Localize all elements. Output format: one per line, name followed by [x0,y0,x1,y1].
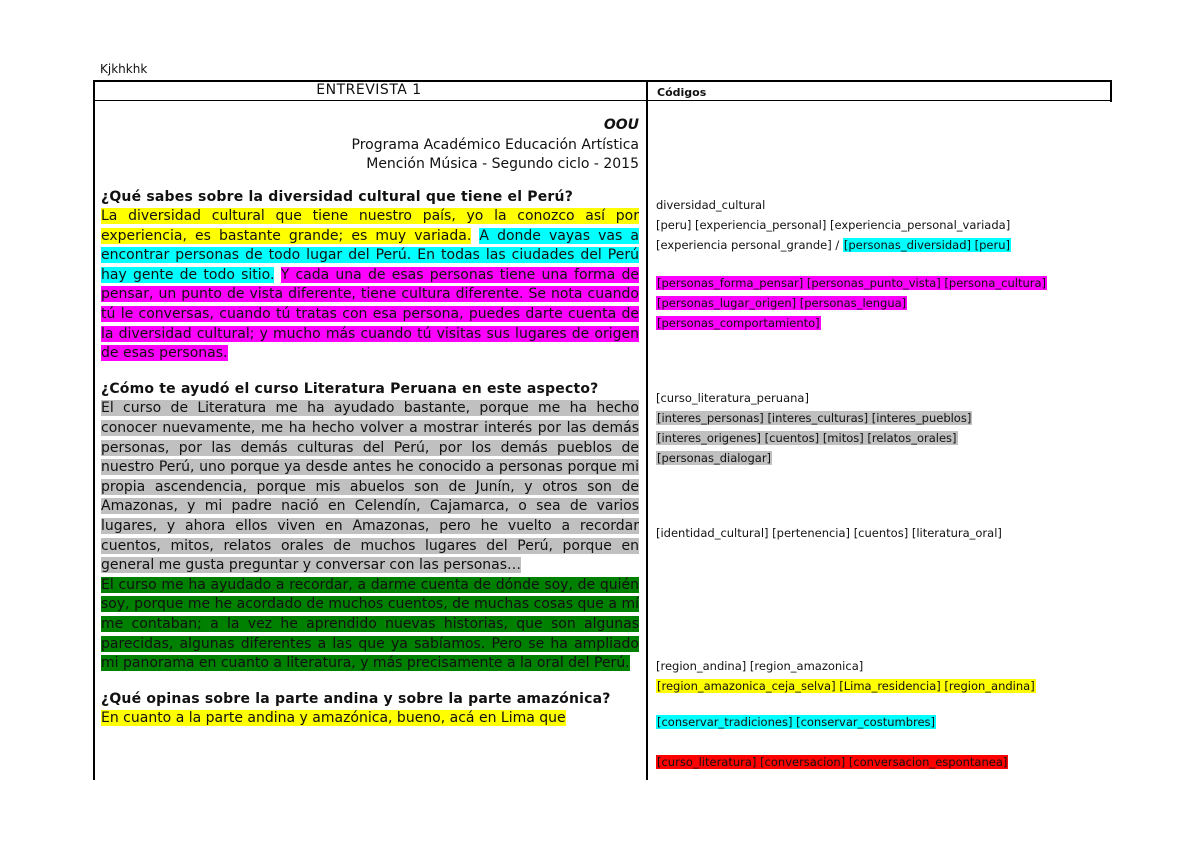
answer-2 [101,399,639,575]
code-interes-origenes: [interes_origenes] [cuentos] [mitos] [relatos_orales] [657,431,957,445]
code-line-14 [656,712,936,732]
mention-line: Mención Música - Segundo ciclo - 2015 [366,156,639,172]
code-line-13 [656,676,1036,696]
code-line-4 [656,273,1047,293]
code-personas-dialogar: [personas_dialogar] [657,451,772,465]
code-line-3 [656,235,1011,255]
code-line-6 [656,313,821,333]
code-line-5 [656,293,907,313]
answer-2b [101,576,639,674]
code-line-1 [656,195,765,215]
code-curso-literatura-peruana: [curso_literatura_peruana] [656,391,809,405]
question-2: ¿Cómo te ayudó el curso Literatura Peruana en este aspecto? [101,380,599,397]
code-diversidad-cultural: diversidad_cultural [656,198,766,212]
header-bottom-border [93,100,1112,101]
table-right-border [1110,80,1112,102]
code-experiencia-grande: [experiencia personal_grande] / [656,238,843,252]
table-left-border [93,80,95,780]
answer-3-yellow-segment: En cuanto a la parte andina y amazónica, bueno, acá en Lima que [101,710,566,727]
answer-1-cyan-segment: A donde vayas vas a encontrar personas de todo lugar del Perú. En todas las ciudades del Perú hay gente de todo sitio. [101,227,639,283]
code-personas-lugar-origen: [personas_lugar_origen] [personas_lengua] [657,296,907,310]
code-region-andina-amazonica: [region_andina] [region_amazonica] [656,659,864,673]
question-1: ¿Qué sabes sobre la diversidad cultural que tiene el Perú? [101,188,574,205]
document-top-label: Kjkhkhk [100,62,148,76]
code-line-10 [656,448,772,468]
answer-2-gray-segment: El curso de Literatura me ha ayudado bastante, porque me ha hecho conocer nuevamente, me ha hecho volver a mostrar interés por las demás personas, por las demás culturas del Perú, por los demás pueblos de nuestro Perú, uno porque ya desde antes he conocido a personas porque mi propia ascendencia, porque mis abuelos son de Junín, y otros son de Amazonas, y mi padre nació en Celendín, Cajamarca, o sea de varios lugares, y ahora ellos viven en Amazonas, pero he vuelto a recordar cuentos, mitos, relatos orales de muchos lugares del Perú, porque en general me gusta preguntar y conversar con las personas… [101,400,639,574]
program-line: Programa Académico Educación Artística [351,136,639,153]
code-peru-experiencia: [peru] [experiencia_personal] [experiencia_personal_variada] [656,218,1011,232]
code-line-15 [656,752,1008,772]
codes-column-header: Códigos [657,86,707,99]
code-line-12 [656,656,863,676]
code-personas-diversidad: [personas_diversidad] [peru] [843,238,1011,252]
code-line-9 [656,428,958,448]
code-interes-personas: [interes_personas] [interes_culturas] [interes_pueblos] [657,411,972,425]
interview-text [101,116,639,729]
answer-1-yellow-segment: La diversidad cultural que tiene nuestro país, yo la conozco así por experiencia, es bastante grande; es muy variada. [101,208,639,244]
interview-table [93,80,1112,780]
code-line-11 [656,523,1002,543]
interviewee-code: OOU [603,117,639,133]
code-line-7 [656,388,809,408]
answer-3 [101,709,639,729]
code-identidad-cultural: [identidad_cultural] [pertenencia] [cuentos] [literatura_oral] [656,526,1002,540]
code-personas-forma-pensar: [personas_forma_pensar] [personas_punto_vista] [persona_cultura] [657,276,1047,290]
question-3: ¿Qué opinas sobre la parte andina y sobre la parte amazónica? [101,690,611,707]
interview-column-header: ENTREVISTA 1 [316,82,422,98]
code-line-8 [656,408,972,428]
code-region-ceja-selva: [region_amazonica_ceja_selva] [Lima_residencia] [region_andina] [657,679,1035,693]
code-curso-literatura-conversacion: [curso_literatura] [conversacion] [conversacion_espontanea] [657,755,1008,769]
answer-1 [101,207,639,364]
answer-2-green-segment: El curso me ha ayudado a recordar, a darme cuenta de dónde soy, de quién soy, porque me he acordado de muchos cuentos, de muchas cosas que a mí me contaban; a la vez he aprendido nuevas historias, que son algunas parecidas, algunas diferentes a las que ya sabíamos. Pero se ha ampliado mi panorama en cuanto a literatura, y más precisamente a la oral del Perú. [101,576,639,672]
code-personas-comportamiento: [personas_comportamiento] [657,316,820,330]
answer-1-magenta-segment: Y cada una de esas personas tiene una forma de pensar, un punto de vista diferente, tiene cultura diferente. Se nota cuando tú le conversas, cuando tú tratas con esa persona, puedes darte cuenta de la diversidad cultural; y mucho más cuando tú visitas sus lugares de origen de esas personas. [101,266,639,362]
code-conservar-tradiciones: [conservar_tradiciones] [conservar_costumbres] [657,715,936,729]
code-line-2 [656,215,1010,235]
interview-header-block [101,116,639,175]
column-divider [646,80,648,780]
